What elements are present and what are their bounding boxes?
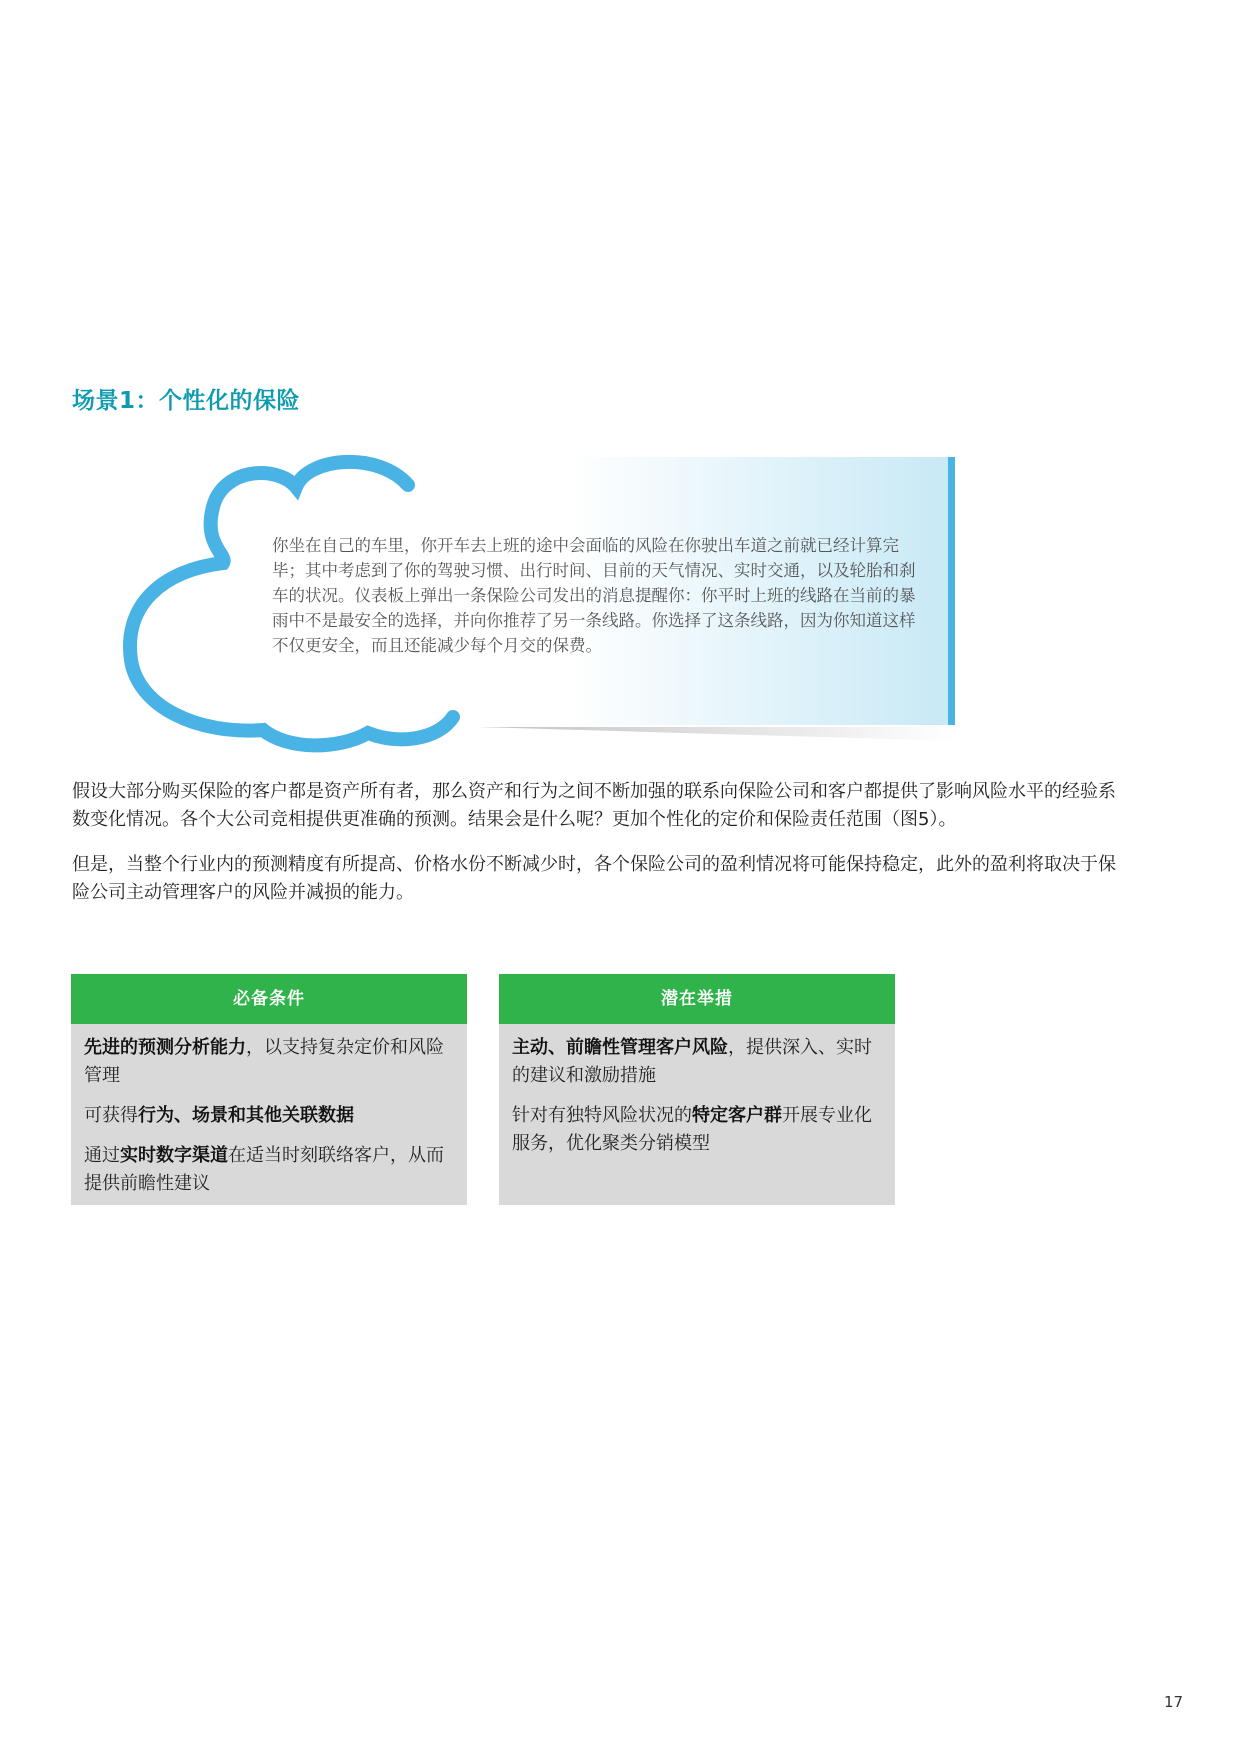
callout-accent-bar — [948, 457, 955, 725]
callout-scenario-text: 你坐在自己的车里，你开车去上班的途中会面临的风险在你驶出车道之前就已经计算完毕；其中考虑到了你的驾驶习惯、出行时间、目前的天气情况、实时交通，以及轮胎和刹车的状况。仪表板上弹出一条保险公司发出的消息提醒你：你平时上班的线路在当前的暴雨中不是最安全的选择，并向你推荐了另一条线路。你选择了这条线路，因为你知道这样不仅更安全，而且还能减少每个月交的保费。 — [272, 536, 916, 655]
prerequisites-box — [71, 974, 467, 1205]
page-number: 17 — [1164, 1693, 1184, 1711]
body-paragraph-2: 但是，当整个行业内的预测精度有所提高、价格水份不断减少时，各个保险公司的盈利情况将可能保持稳定，此外的盈利将取决于保险公司主动管理客户的风险并减损的能力。 — [72, 854, 1116, 903]
potential-actions-header: 潜在举措 — [499, 974, 895, 1024]
section-heading: 场景1：个性化的保险 — [72, 388, 301, 414]
potential-actions-box — [499, 974, 895, 1205]
prerequisite-item: 通过实时数字渠道在适当时刻联络客户，从而提供前瞻性建议 — [84, 1145, 444, 1194]
callout-shadow — [478, 727, 958, 741]
prerequisite-item: 可获得行为、场景和其他关联数据 — [84, 1105, 354, 1126]
body-paragraph-1: 假设大部分购买保险的客户都是资产所有者，那么资产和行为之间不断加强的联系向保险公司和客户都提供了影响风险水平的经验系数变化情况。各个大公司竞相提供更准确的预测。结果会是什么呢？更加个性化的定价和保险责任范围（图5）。 — [72, 781, 1116, 830]
action-item: 主动、前瞻性管理客户风险，提供深入、实时的建议和激励措施 — [512, 1037, 872, 1086]
prerequisite-item: 先进的预测分析能力，以支持复杂定价和风险管理 — [84, 1037, 444, 1086]
prerequisites-header: 必备条件 — [71, 974, 467, 1024]
action-item: 针对有独特风险状况的特定客户群开展专业化服务，优化聚类分销模型 — [512, 1105, 872, 1154]
